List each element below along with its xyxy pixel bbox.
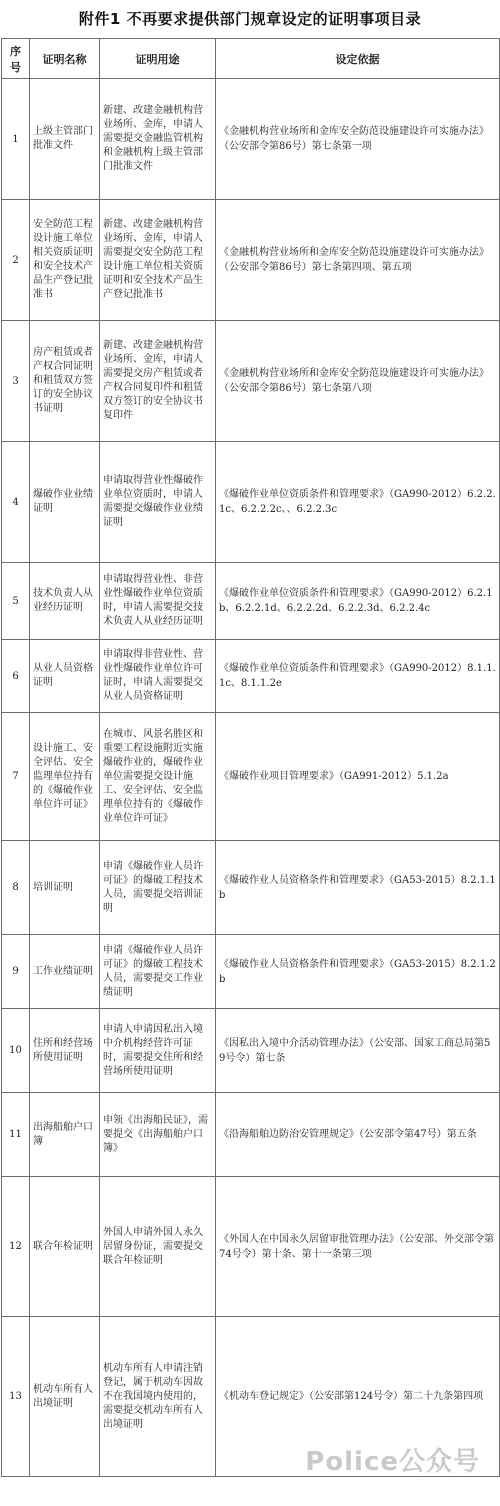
row-certificate-name: 设计施工、安全评估、安全监理单位持有的《爆破作业单位许可证》 — [30, 713, 100, 841]
row-serial-no: 13 — [2, 1317, 30, 1477]
row-legal-basis: 《爆破作业项目管理要求》（GA991-2012）5.1.2a — [216, 713, 500, 841]
row-certificate-use: 申请《爆破作业人员许可证》的爆破工程技术人员，需要提交培训证明 — [100, 841, 216, 935]
row-legal-basis: 《外国人在中国永久居留审批管理办法》（公安部、外交部令第74号令）第十条、第十一条第三项 — [216, 1177, 500, 1317]
table-header-row — [2, 39, 500, 79]
row-certificate-name: 机动车所有人出境证明 — [30, 1317, 100, 1477]
row-legal-basis: 《机动车登记规定》（公安部第124号令）第二十九条第四项 — [216, 1317, 500, 1477]
row-serial-no: 10 — [2, 1009, 30, 1093]
row-legal-basis: 《爆破作业人员资格条件和管理要求》（GA53-2015）8.2.1.2b — [216, 935, 500, 1009]
row-legal-basis: 《沿海船舶边防治安管理规定》（公安部令第47号）第五条 — [216, 1093, 500, 1177]
watermark-text: Police公众号 — [305, 1447, 480, 1477]
table-row — [2, 442, 500, 563]
row-certificate-use: 申请取得非营业性、营业性爆破作业单位许可证时，申请人需要提交从业人员资格证明 — [100, 640, 216, 713]
row-serial-no: 5 — [2, 563, 30, 640]
table-row — [2, 1009, 500, 1093]
row-certificate-use: 在城市、风景名胜区和重要工程设施附近实施爆破作业的，爆破作业单位需要提交设计施工、安全评估、安全监理单位持有的《爆破作业单位许可证》 — [100, 713, 216, 841]
table-row — [2, 713, 500, 841]
header-serial-no: 序号 — [2, 39, 30, 79]
row-legal-basis: 《爆破作业人员资格条件和管理要求》（GA53-2015）8.2.1.1b — [216, 841, 500, 935]
row-certificate-name: 培训证明 — [30, 841, 100, 935]
row-certificate-use: 新建、改建金融机构营业场所、金库，申请人需要提交安全防范工程设计施工单位相关资质证明和安全技术产品生产登记批准书 — [100, 200, 216, 321]
row-legal-basis: 《金融机构营业场所和金库安全防范设施建设许可实施办法》（公安部令第86号）第七条第一项 — [216, 79, 500, 200]
header-certificate-name: 证明名称 — [30, 39, 100, 79]
row-serial-no: 12 — [2, 1177, 30, 1317]
row-certificate-use: 申请取得营业性爆破作业单位资质时，申请人需要提交爆破作业业绩证明 — [100, 442, 216, 563]
table-row — [2, 1177, 500, 1317]
table-row — [2, 321, 500, 442]
row-certificate-name: 出海船舶户口簿 — [30, 1093, 100, 1177]
row-legal-basis: 《因私出入境中介活动管理办法》（公安部、国家工商总局第59号令）第七条 — [216, 1009, 500, 1093]
row-certificate-use: 机动车所有人申请注销登记，属于机动车因故不在我国境内使用的，需要提交机动车所有人出境证明 — [100, 1317, 216, 1477]
row-serial-no: 11 — [2, 1093, 30, 1177]
table-row — [2, 79, 500, 200]
row-certificate-name: 住所和经营场所使用证明 — [30, 1009, 100, 1093]
row-certificate-name: 联合年检证明 — [30, 1177, 100, 1317]
certificate-table — [1, 38, 500, 1477]
table-row — [2, 200, 500, 321]
row-certificate-use: 申领《出海船民证》，需要提交《出海船舶户口簿》 — [100, 1093, 216, 1177]
row-serial-no: 9 — [2, 935, 30, 1009]
row-certificate-use: 申请《爆破作业人员许可证》的爆破工程技术人员，需要提交工作业绩证明 — [100, 935, 216, 1009]
row-serial-no: 1 — [2, 79, 30, 200]
row-certificate-name: 上级主管部门批准文件 — [30, 79, 100, 200]
row-serial-no: 7 — [2, 713, 30, 841]
row-certificate-use: 申请取得营业性、非营业性爆破作业单位资质时，申请人需要提交技术负责人从业经历证明 — [100, 563, 216, 640]
row-certificate-name: 工作业绩证明 — [30, 935, 100, 1009]
row-legal-basis: 《金融机构营业场所和金库安全防范设施建设许可实施办法》（公安部令第86号）第七条第四项、第五项 — [216, 200, 500, 321]
row-certificate-name: 技术负责人从业经历证明 — [30, 563, 100, 640]
row-certificate-name: 爆破作业业绩证明 — [30, 442, 100, 563]
table-row — [2, 1093, 500, 1177]
document-title: 附件1 不再要求提供部门规章设定的证明事项目录 — [78, 10, 422, 28]
row-legal-basis: 《爆破作业单位资质条件和管理要求》（GA990-2012）6.2.1b、6.2.2.1d、6.2.2.2d、6.2.2.3d、6.2.2.4c — [216, 563, 500, 640]
row-serial-no: 3 — [2, 321, 30, 442]
row-certificate-name: 安全防范工程设计施工单位相关资质证明和安全技术产品生产登记批准书 — [30, 200, 100, 321]
row-serial-no: 8 — [2, 841, 30, 935]
row-serial-no: 4 — [2, 442, 30, 563]
row-certificate-name: 房产租赁或者产权合同证明和租赁双方签订的安全协议书证明 — [30, 321, 100, 442]
header-legal-basis: 设定依据 — [216, 39, 500, 79]
table-row — [2, 563, 500, 640]
table-row — [2, 935, 500, 1009]
row-certificate-name: 从业人员资格证明 — [30, 640, 100, 713]
table-row — [2, 640, 500, 713]
row-legal-basis: 《金融机构营业场所和金库安全防范设施建设许可实施办法》（公安部令第86号）第七条第八项 — [216, 321, 500, 442]
row-legal-basis: 《爆破作业单位资质条件和管理要求》（GA990-2012）6.2.2.1c、6.2.2.2c、、6.2.2.3c — [216, 442, 500, 563]
header-certificate-use: 证明用途 — [100, 39, 216, 79]
table-row — [2, 841, 500, 935]
row-serial-no: 2 — [2, 200, 30, 321]
row-legal-basis: 《爆破作业单位资质条件和管理要求》（GA990-2012）8.1.1.1c、8.1.1.2e — [216, 640, 500, 713]
row-certificate-use: 申请人申请因私出入境中介机构经营许可证时，需要提交住所和经营场所使用证明 — [100, 1009, 216, 1093]
row-serial-no: 6 — [2, 640, 30, 713]
row-certificate-use: 新建、改建金融机构营业场所、金库，申请人需要提交房产租赁或者产权合同复印件和租赁双方签订的安全协议书复印件 — [100, 321, 216, 442]
row-certificate-use: 外国人申请外国人永久居留身份证，需要提交联合年检证明 — [100, 1177, 216, 1317]
row-certificate-use: 新建、改建金融机构营业场所、金库，申请人需要提交金融监管机构和金融机构上级主管部门批准文件 — [100, 79, 216, 200]
